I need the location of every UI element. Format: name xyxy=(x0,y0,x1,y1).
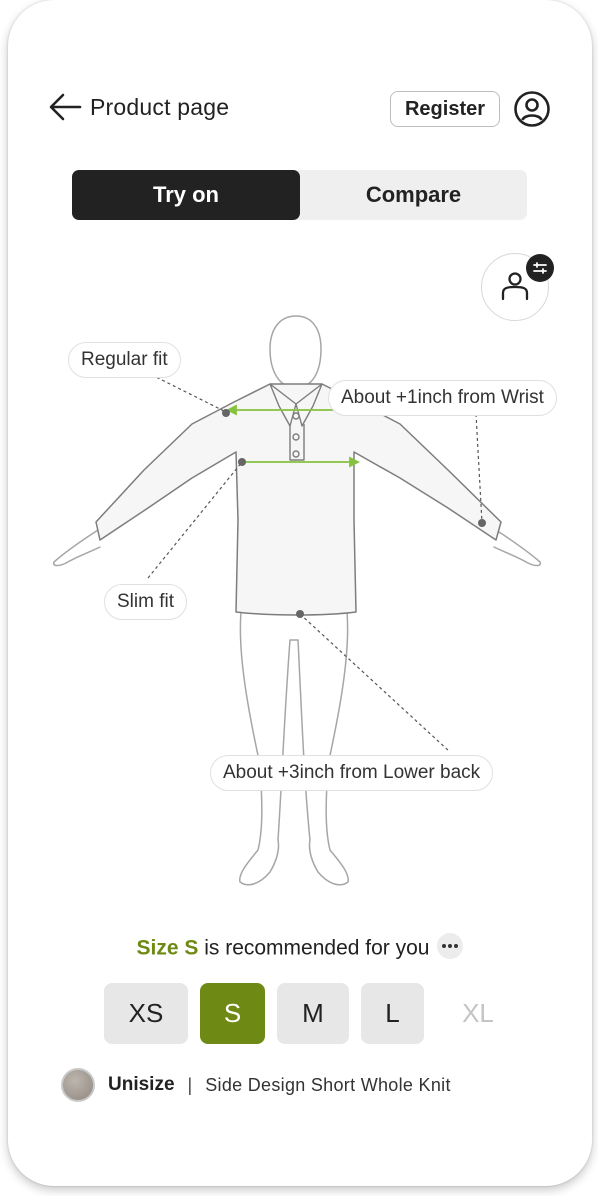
tab-compare[interactable]: Compare xyxy=(365,182,462,207)
product-info[interactable] xyxy=(61,1068,451,1102)
shoulder-point xyxy=(222,409,230,417)
brand-name: Unisize xyxy=(108,1074,175,1095)
chest-point xyxy=(238,458,246,466)
callout-hem-length: About +3inch from Lower back xyxy=(210,755,493,791)
size-button-xl: XL xyxy=(462,998,494,1028)
size-recommendation xyxy=(8,936,592,962)
regular-fit-leader xyxy=(146,372,226,412)
recommendation-text: is recommended for you xyxy=(198,936,430,960)
product-name: Side Design Short Whole Knit xyxy=(205,1074,451,1095)
hem-leader xyxy=(300,614,450,752)
separator: | xyxy=(187,1074,193,1095)
tab-try-on[interactable]: Try on xyxy=(72,170,300,220)
size-button-s[interactable]: S xyxy=(200,983,265,1044)
ellipsis-icon[interactable] xyxy=(437,933,463,959)
product-thumbnail xyxy=(61,1068,95,1102)
mannequin-left-hand xyxy=(54,530,100,566)
phone-screen xyxy=(8,0,592,1186)
callout-sleeve-length: About +1inch from Wrist xyxy=(328,380,557,416)
size-button-m[interactable]: M xyxy=(277,983,349,1044)
register-button[interactable]: Register xyxy=(390,91,500,127)
size-button-l[interactable]: L xyxy=(361,983,424,1044)
mannequin-legs xyxy=(240,612,349,885)
callout-slim-fit: Slim fit xyxy=(104,584,187,620)
hem-point xyxy=(296,610,304,618)
page-title: Product page xyxy=(90,93,230,120)
recommended-size: Size S xyxy=(136,936,199,960)
wrist-point xyxy=(478,519,486,527)
mannequin-right-hand xyxy=(494,530,540,566)
chest-measure-arrow xyxy=(350,458,358,466)
size-button-xs[interactable]: XS xyxy=(104,983,188,1044)
mannequin-head xyxy=(270,316,321,388)
callout-regular-fit: Regular fit xyxy=(68,342,181,378)
